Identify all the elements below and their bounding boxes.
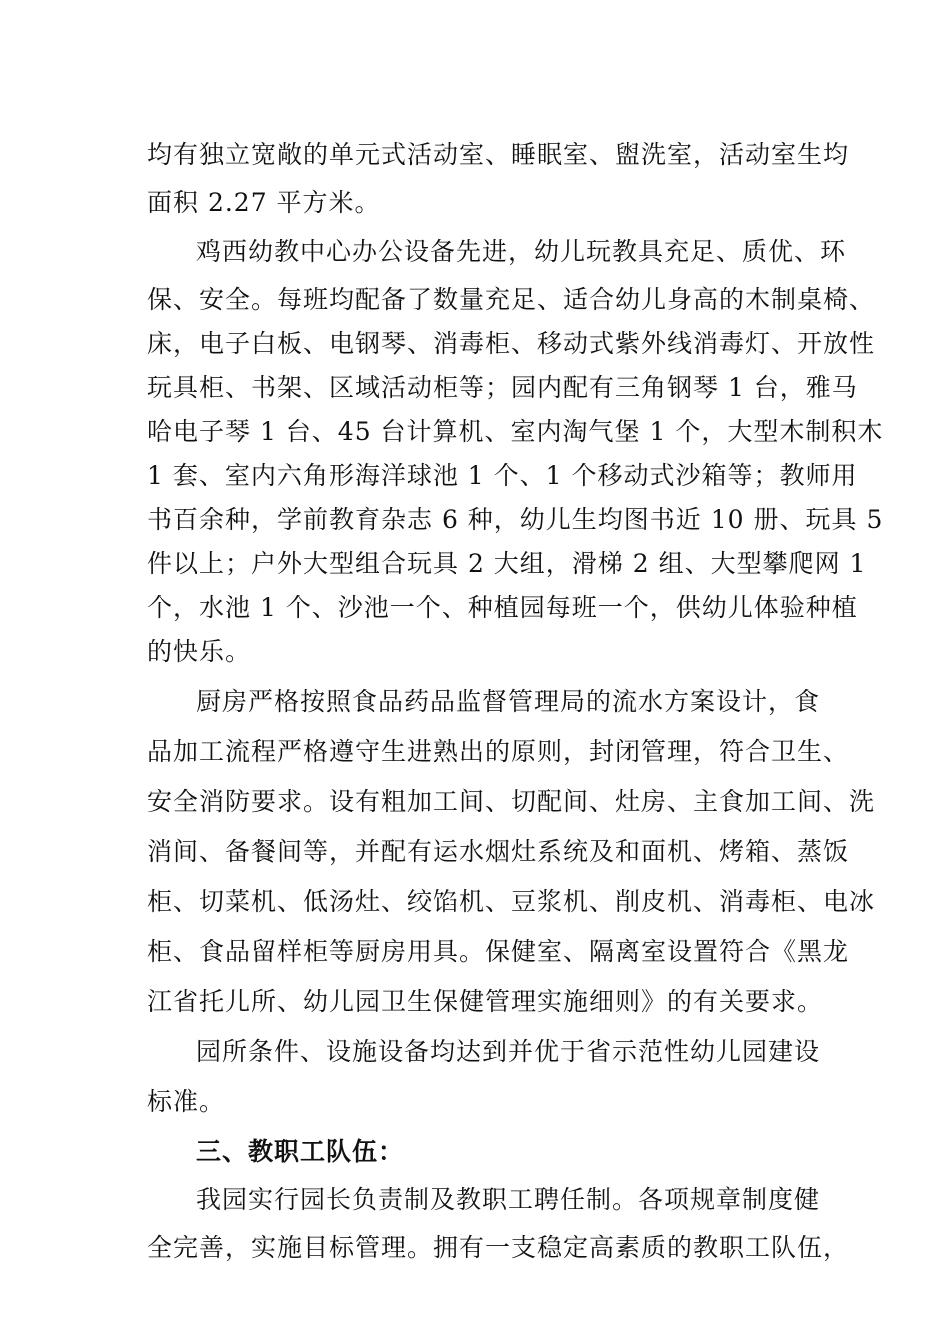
body-text-line: 的快乐。 bbox=[147, 637, 252, 666]
body-text-line: 书百余种，学前教育杂志 6 种，幼儿生均图书近 10 册、玩具 5 bbox=[147, 505, 884, 534]
paragraph-start-line: 我园实行园长负责制及教职工聘任制。各项规章制度健 bbox=[196, 1185, 821, 1214]
body-text-line: 玩具柜、书架、区域活动柜等；园内配有三角钢琴 1 台，雅马 bbox=[147, 373, 858, 402]
body-text-line: 安全消防要求。设有粗加工间、切配间、灶房、主食加工间、洗 bbox=[147, 787, 876, 816]
body-text-line: 均有独立宽敞的单元式活动室、睡眠室、盥洗室，活动室生均 bbox=[147, 140, 850, 169]
body-text-line: 保、安全。每班均配备了数量充足、适合幼儿身高的木制桌椅、 bbox=[147, 285, 876, 314]
body-text-line: 标准。 bbox=[147, 1087, 226, 1116]
body-text-line: 床，电子白板、电钢琴、消毒柜、移动式紫外线消毒灯、开放性 bbox=[147, 329, 876, 358]
body-text-line: 江省托儿所、幼儿园卫生保健管理实施细则》的有关要求。 bbox=[147, 987, 824, 1016]
paragraph-start-line: 园所条件、设施设备均达到并优于省示范性幼儿园建设 bbox=[196, 1037, 821, 1066]
body-text-line: 柜、切菜机、低汤灶、绞馅机、豆浆机、削皮机、消毒柜、电冰 bbox=[147, 887, 876, 916]
paragraph-start-line: 厨房严格按照食品药品监督管理局的流水方案设计，食 bbox=[196, 687, 821, 716]
body-text-line: 消间、备餐间等，并配有运水烟灶系统及和面机、烤箱、蒸饭 bbox=[147, 837, 850, 866]
body-text-line: 件以上；户外大型组合玩具 2 大组，滑梯 2 组、大型攀爬网 1 bbox=[147, 549, 867, 578]
body-text-line: 个，水池 1 个、沙池一个、种植园每班一个，供幼儿体验种植 bbox=[147, 593, 858, 622]
body-text-line: 品加工流程严格遵守生进熟出的原则，封闭管理，符合卫生、 bbox=[147, 737, 850, 766]
section-heading: 三、教职工队伍： bbox=[196, 1137, 405, 1166]
body-text-line: 柜、食品留样柜等厨房用具。保健室、隔离室设置符合《黑龙 bbox=[147, 937, 850, 966]
body-text-line: 1 套、室内六角形海洋球池 1 个、1 个移动式沙箱等；教师用 bbox=[147, 461, 858, 490]
body-text-line: 哈电子琴 1 台、45 台计算机、室内淘气堡 1 个，大型木制积木 bbox=[147, 417, 884, 446]
paragraph-start-line: 鸡西幼教中心办公设备先进，幼儿玩教具充足、质优、环 bbox=[196, 237, 847, 266]
body-text-line: 全完善，实施目标管理。拥有一支稳定高素质的教职工队伍， bbox=[147, 1233, 850, 1262]
body-text-line: 面积 2.27 平方米。 bbox=[147, 188, 381, 217]
